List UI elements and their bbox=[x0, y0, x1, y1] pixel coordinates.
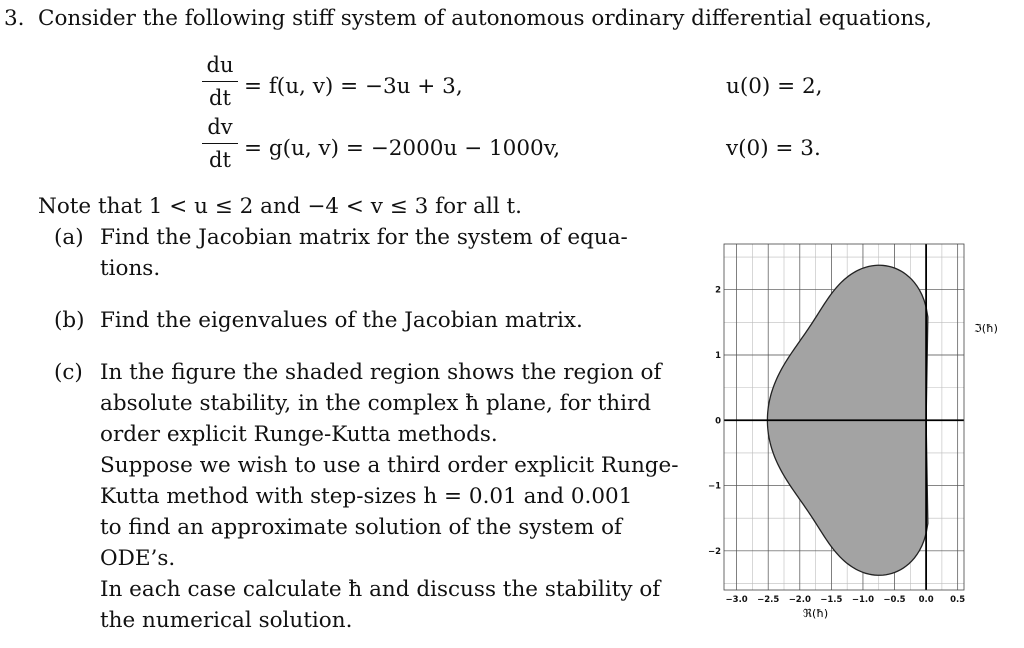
fraction-numerator: dv bbox=[207, 115, 233, 139]
y-tick-label: −2 bbox=[707, 546, 721, 557]
initial-condition-u: u(0) = 2, bbox=[726, 74, 823, 99]
x-tick-label: −2.5 bbox=[757, 595, 780, 605]
x-tick-label: −3.0 bbox=[725, 595, 748, 605]
part-c-line: order explicit Runge-Kutta methods. bbox=[100, 422, 498, 447]
part-c-line: ODE’s. bbox=[100, 546, 176, 571]
part-c-line: absolute stability, in the complex ħ plane, for third bbox=[100, 391, 652, 416]
equation-g: = g(u, v) = −2000u − 1000v, bbox=[244, 136, 561, 161]
part-b-label: (b) bbox=[54, 308, 85, 333]
y-tick-label: −1 bbox=[707, 481, 721, 492]
derivative-dv-dt bbox=[202, 117, 238, 171]
part-c-label: (c) bbox=[54, 360, 83, 385]
part-a-line: Find the Jacobian matrix for the system of equa- bbox=[100, 225, 628, 250]
y-tick-label: 1 bbox=[715, 350, 721, 361]
x-tick-label: −1.5 bbox=[820, 595, 843, 605]
y-axis-label: ℑ(ħ) bbox=[974, 322, 998, 336]
part-c-line: Kutta method with step-sizes h = 0.01 and 0.001 bbox=[100, 484, 633, 509]
part-c-line: the numerical solution. bbox=[100, 608, 353, 633]
x-tick-label: 0.5 bbox=[950, 595, 966, 605]
stability-region-chart bbox=[700, 236, 1010, 636]
equation-f: = f(u, v) = −3u + 3, bbox=[244, 74, 463, 99]
part-c-line: In the figure the shaded region shows the region of bbox=[100, 360, 662, 385]
part-b-line: Find the eigenvalues of the Jacobian matrix. bbox=[100, 308, 583, 333]
part-a-line: tions. bbox=[100, 256, 161, 281]
x-tick-label: 0.0 bbox=[918, 595, 934, 605]
x-axis-label: ℜ(ħ) bbox=[802, 607, 829, 620]
problem-intro: Consider the following stiff system of autonomous ordinary differential equations, bbox=[38, 6, 933, 31]
derivative-du-dt bbox=[202, 55, 238, 109]
fraction-denominator: dt bbox=[209, 86, 231, 111]
y-tick-label: 2 bbox=[715, 285, 721, 296]
x-tick-label: −1.0 bbox=[851, 595, 875, 605]
y-tick-label: 0 bbox=[715, 416, 721, 427]
fraction-bar bbox=[202, 143, 238, 144]
fraction-bar bbox=[202, 81, 238, 82]
part-c-line: to find an approximate solution of the system of bbox=[100, 515, 622, 540]
fraction-numerator: du bbox=[206, 53, 234, 77]
fraction-denominator: dt bbox=[209, 148, 231, 173]
initial-condition-v: v(0) = 3. bbox=[726, 136, 821, 161]
part-a-label: (a) bbox=[54, 225, 84, 250]
x-tick-label: −0.5 bbox=[883, 595, 906, 605]
x-tick-label: −2.0 bbox=[788, 595, 811, 605]
problem-number: 3. bbox=[4, 6, 25, 31]
note: Note that 1 < u ≤ 2 and −4 < v ≤ 3 for all t. bbox=[38, 194, 523, 219]
part-c-line: Suppose we wish to use a third order explicit Runge- bbox=[100, 453, 679, 478]
part-c-line: In each case calculate ħ and discuss the stability of bbox=[100, 577, 661, 602]
